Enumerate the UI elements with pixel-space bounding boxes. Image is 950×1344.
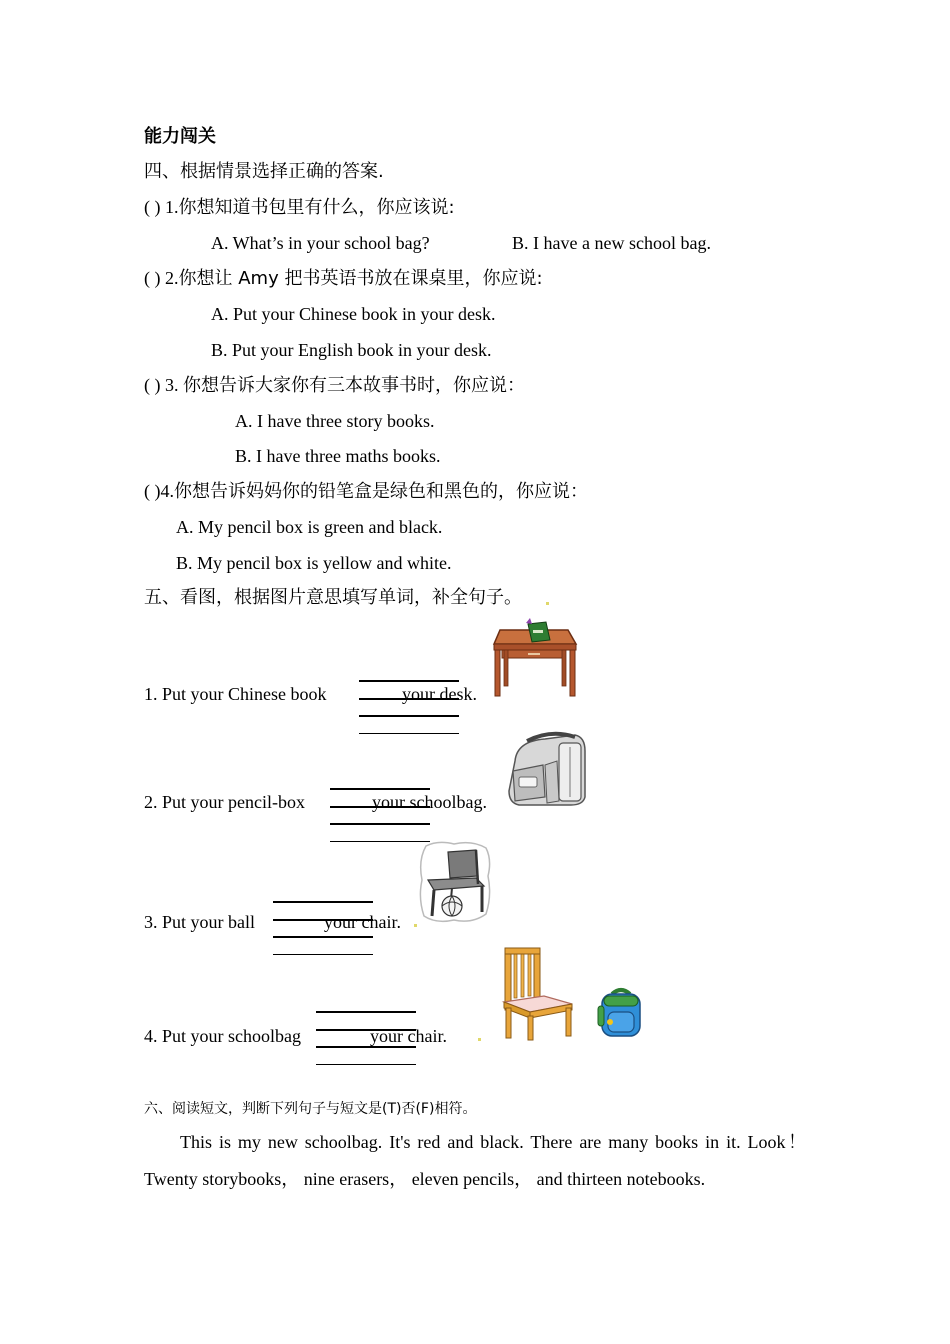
chair-with-ball-icon [418, 840, 492, 924]
reading-passage-text: This is my new schoolbag. It's red and black. There are many books in it. Look！ Twenty storybooks， nine erasers， eleven pencils， and thirteen notebooks. [144, 1132, 806, 1189]
question-3-prompt: 你想告诉大家你有三本故事书时，你应说： [183, 375, 525, 396]
question-1-option-a: A. What’s in your school bag? [211, 233, 430, 253]
section-title: 能力闯关 [144, 126, 216, 147]
question-1-prompt: 你想知道书包里有什么，你应该说: [178, 197, 455, 218]
fill-item-1-after: your desk. [402, 684, 477, 704]
question-3 [144, 374, 525, 397]
part6-heading: 六、阅读短文，判断下列句子与短文是(T)否(F)相符。 [144, 1101, 477, 1117]
question-2 [144, 267, 543, 290]
question-1 [144, 196, 455, 219]
decor-dot [478, 1038, 481, 1041]
desk-with-book-icon [490, 618, 580, 700]
fill-item-4-line [316, 1011, 416, 1013]
part5-heading: 五、看图，根据图片意思填写单词，补全句子。 [144, 587, 522, 608]
question-4-prefix: ( )4. [144, 481, 174, 501]
question-2-prompt: 你想让 Amy 把书英语书放在课桌里，你应说: [178, 268, 543, 289]
question-2-option-b: B. Put your English book in your desk. [211, 340, 492, 360]
question-2-prefix: ( ) 2. [144, 268, 179, 288]
question-1-prefix: ( ) 1. [144, 197, 179, 217]
fill-item-2-line [330, 841, 430, 842]
fill-item-4-after: your chair. [370, 1026, 447, 1046]
fill-item-3-after: your chair. [324, 912, 401, 932]
wooden-chair-icon [500, 946, 576, 1042]
question-3-prefix: ( ) 3. [144, 375, 183, 395]
fill-item-4-line [316, 1064, 416, 1065]
fill-item-2-after: your schoolbag. [372, 792, 487, 812]
schoolbag-icon [505, 731, 591, 809]
question-4-prompt: 你想告诉妈妈你的铅笔盒是绿色和黑色的，你应说： [174, 481, 588, 502]
backpack-icon [596, 986, 646, 1038]
question-4-option-a: A. My pencil box is green and black. [176, 517, 443, 537]
fill-item-1-line [359, 733, 459, 734]
question-1-option-b: B. I have a new school bag. [512, 233, 711, 253]
question-3-option-b: B. I have three maths books. [235, 446, 441, 466]
question-4 [144, 480, 588, 503]
fill-item-1-line [359, 680, 459, 682]
question-2-option-a: A. Put your Chinese book in your desk. [211, 304, 496, 324]
fill-item-1-blank[interactable] [359, 715, 459, 717]
fill-item-3-blank[interactable] [273, 936, 373, 938]
fill-item-2-before: 2. Put your pencil-box [144, 792, 305, 812]
fill-item-2-blank[interactable] [330, 823, 430, 825]
fill-item-4-before: 4. Put your schoolbag [144, 1026, 301, 1046]
question-4-option-b: B. My pencil box is yellow and white. [176, 553, 452, 573]
fill-item-2-line [330, 788, 430, 790]
decor-dot [546, 602, 549, 605]
reading-passage [144, 1124, 806, 1198]
fill-item-3-line [273, 954, 373, 955]
part4-heading: 四、根据情景选择正确的答案. [144, 161, 384, 182]
fill-item-3-line [273, 901, 373, 903]
decor-dot [414, 924, 417, 927]
fill-item-3-before: 3. Put your ball [144, 912, 255, 932]
fill-item-1-before: 1. Put your Chinese book [144, 684, 327, 704]
question-3-option-a: A. I have three story books. [235, 411, 435, 431]
